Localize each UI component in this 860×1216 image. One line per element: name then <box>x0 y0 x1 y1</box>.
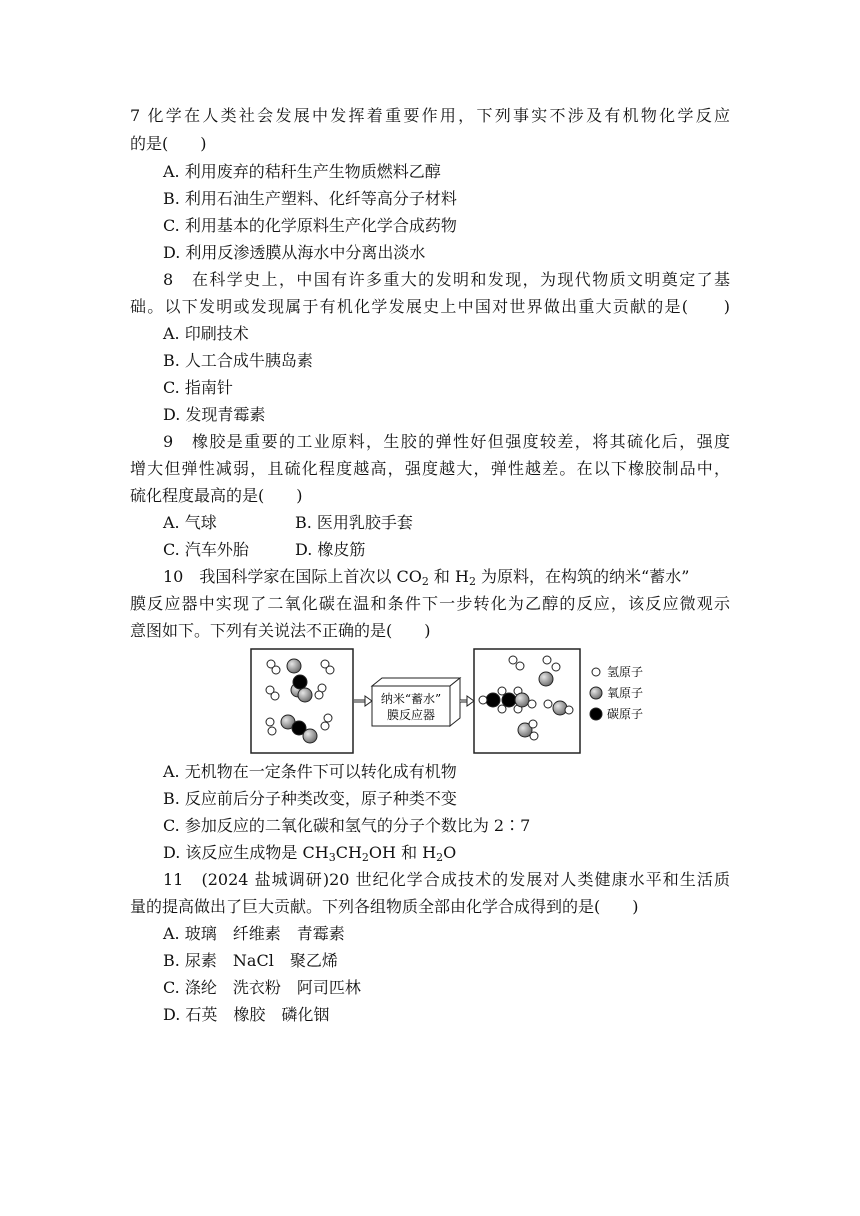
q8-option-a: A. 印刷技术 <box>163 324 249 343</box>
q8-option-d: D. 发现青霉素 <box>163 405 266 424</box>
reaction-diagram <box>250 648 656 754</box>
q7-stem-line2: 的是( ) <box>130 134 207 153</box>
q8-stem-line2: 础。以下发明或发现属于有机化学发展史上中国对世界做出重大贡献的是( ) <box>130 297 730 316</box>
legend <box>590 665 643 721</box>
q11-stem-line2: 量的提高做出了巨大贡献。下列各组物质全部由化学合成得到的是( ) <box>130 897 639 916</box>
oxygen-legend-marker <box>590 687 602 699</box>
q10-option-b: B. 反应前后分子种类改变，原子种类不变 <box>163 789 457 808</box>
legend-oxygen: 氧原子 <box>607 686 644 700</box>
q9-stem-line3: 硫化程度最高的是( ) <box>130 486 303 505</box>
reactor-label-2: 膜反应器 <box>386 708 436 722</box>
q9-option-b: B. 医用乳胶手套 <box>295 513 413 532</box>
q10-option-a: A. 无机物在一定条件下可以转化成有机物 <box>163 762 457 781</box>
legend-carbon: 碳原子 <box>607 707 644 721</box>
q9-option-d: D. 橡皮筋 <box>295 540 366 559</box>
q8-option-c: C. 指南针 <box>163 378 233 397</box>
q8-stem-line1: 8 在科学史上，中国有许多重大的发明和发现，为现代物质文明奠定了基 <box>163 270 730 289</box>
carbon-legend-marker <box>590 708 602 720</box>
hydrogen-legend-marker <box>592 668 600 676</box>
q11-option-c: C. 涤纶 洗衣粉 阿司匹林 <box>163 978 361 997</box>
q7-option-c: C. 利用基本的化学原料生产化学合成药物 <box>163 216 457 235</box>
q11-option-d: D. 石英 橡胶 磷化铟 <box>163 1005 330 1024</box>
reactor-label-1: 纳米“蓄水” <box>380 692 442 706</box>
q11-option-b: B. 尿素 NaCl 聚乙烯 <box>163 951 338 970</box>
q11-option-a: A. 玻璃 纤维素 青霉素 <box>163 924 345 943</box>
q9-option-a: A. 气球 <box>163 513 217 532</box>
q10-option-d: D. 该反应生成物是 $CH_3CH_2OH$ 和 $H_2O$ <box>163 843 457 864</box>
q10-stem-line2: 膜反应器中实现了二氧化碳在温和条件下一步转化为乙醇的反应，该反应微观示 <box>130 594 730 613</box>
q9-option-c: C. 汽车外胎 <box>163 540 249 559</box>
legend-hydrogen: 氢原子 <box>607 665 644 679</box>
q10-stem-line1: 10 我国科学家在国际上首次以 $CO_2$ 和 $H_2$ 为原料，在构筑的纳米“蓄水” <box>163 567 690 588</box>
q7-option-b: B. 利用石油生产塑料、化纤等高分子材料 <box>163 189 457 208</box>
q7-option-a: A. 利用废弃的秸秆生产生物质燃料乙醇 <box>163 162 441 181</box>
q10-option-c: C. 参加反应的二氧化碳和氢气的分子个数比为 2∶7 <box>163 816 531 835</box>
q11-stem-line1: 11 (2024 盐城调研)20 世纪化学合成技术的发展对人类健康水平和生活质 <box>163 870 730 889</box>
q7-stem-line1: 7 化学在人类社会发展中发挥着重要作用，下列事实不涉及有机物化学反应 <box>130 106 730 125</box>
q10-stem-line3: 意图如下。下列有关说法不正确的是( ) <box>130 621 431 640</box>
q7-option-d: D. 利用反渗透膜从海水中分离出淡水 <box>163 243 426 262</box>
q9-stem-line2: 增大但弹性减弱，且硫化程度越高，强度越大，弹性越差。在以下橡胶制品中， <box>130 459 730 478</box>
q8-option-b: B. 人工合成牛胰岛素 <box>163 351 313 370</box>
q9-stem-line1: 9 橡胶是重要的工业原料，生胶的弹性好但强度较差，将其硫化后，强度 <box>163 432 730 451</box>
